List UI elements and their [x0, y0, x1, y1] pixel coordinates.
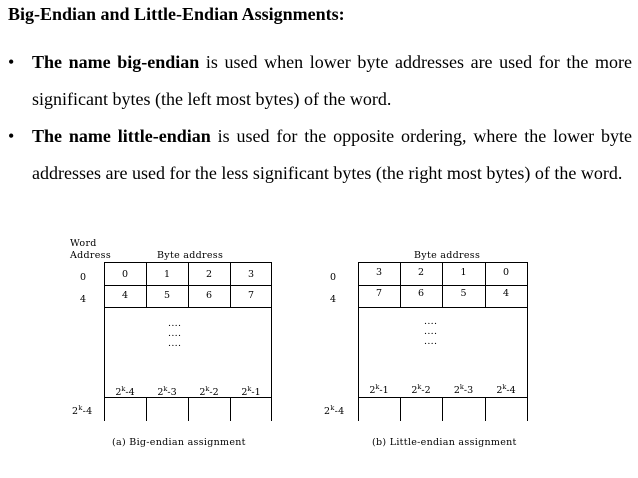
- slide-title: Big-Endian and Little-Endian Assignments:: [8, 4, 345, 24]
- bullet-dot: •: [8, 126, 15, 146]
- ellipsis: ....: [424, 316, 438, 327]
- bottom-address: 2$^k$-4: [324, 404, 345, 418]
- bullet-bold: The name big-endian: [32, 52, 200, 72]
- byte-cell: 0: [502, 267, 510, 278]
- bullet-big-endian: [8, 44, 632, 118]
- bottom-byte-cell: 2$^k$-2: [411, 383, 431, 397]
- address-label: Address: [70, 250, 112, 261]
- byte-cell: 4: [121, 290, 129, 301]
- byte-cell: 3: [375, 267, 383, 278]
- byte-cell: 4: [502, 288, 510, 299]
- bullet-text: [32, 118, 632, 192]
- bottom-address: 2$^k$-4: [72, 404, 93, 418]
- bottom-byte-cell: 2$^k$-4: [115, 385, 135, 399]
- bullet-rest: is used for the opposite ordering, where the lower byte addresses are used for the less significant bytes (the right most bytes) of the word.: [32, 126, 632, 183]
- bottom-byte-cell: 2$^k$-3: [453, 383, 474, 397]
- bottom-byte-cell: 2$^k$-2: [199, 385, 219, 399]
- byte-cell: 3: [247, 269, 255, 280]
- row-address-4: 4: [80, 294, 87, 305]
- row-address-4: 4: [330, 294, 337, 305]
- figure-caption: (b) Little-endian assignment: [372, 437, 517, 448]
- bottom-byte-cell: 2$^k$-3: [157, 385, 177, 399]
- bullet-dot: •: [8, 52, 15, 72]
- bullet-rest: is used when lower byte addresses are used for the more significant bytes (the left most bytes) of the word.: [32, 52, 632, 109]
- bottom-byte-cell: 2$^k$-1: [369, 383, 389, 397]
- ellipsis: ....: [168, 338, 182, 349]
- ellipsis: ....: [168, 328, 182, 339]
- bullet-bold: The name little-endian: [32, 126, 211, 146]
- byte-cell: 2: [205, 269, 213, 280]
- byte-address-label: Byte address: [157, 250, 224, 261]
- bottom-byte-cell: 2$^k$-4: [496, 383, 516, 397]
- byte-cell: 7: [375, 288, 383, 299]
- byte-address-label: Byte address: [414, 250, 481, 261]
- byte-cell: 1: [460, 267, 467, 278]
- row-address-0: 0: [80, 272, 87, 283]
- byte-cell: 2: [417, 267, 425, 278]
- ellipsis: ....: [424, 326, 438, 337]
- bottom-byte-cell: 2$^k$-1: [241, 385, 261, 399]
- byte-cell: 1: [163, 269, 171, 280]
- byte-cell: 0: [121, 269, 129, 280]
- byte-cell: 5: [460, 288, 467, 299]
- byte-cell: 7: [247, 290, 255, 301]
- row-address-0: 0: [330, 272, 337, 283]
- byte-cell: 6: [417, 288, 425, 299]
- word-label: Word: [70, 238, 97, 249]
- figure-caption: (a) Big-endian assignment: [112, 437, 246, 448]
- ellipsis: ....: [424, 336, 438, 347]
- bullet-little-endian: [8, 118, 632, 192]
- byte-cell: 6: [205, 290, 213, 301]
- ellipsis: ....: [168, 318, 182, 329]
- byte-cell: 5: [163, 290, 171, 301]
- bullet-text: [32, 44, 632, 118]
